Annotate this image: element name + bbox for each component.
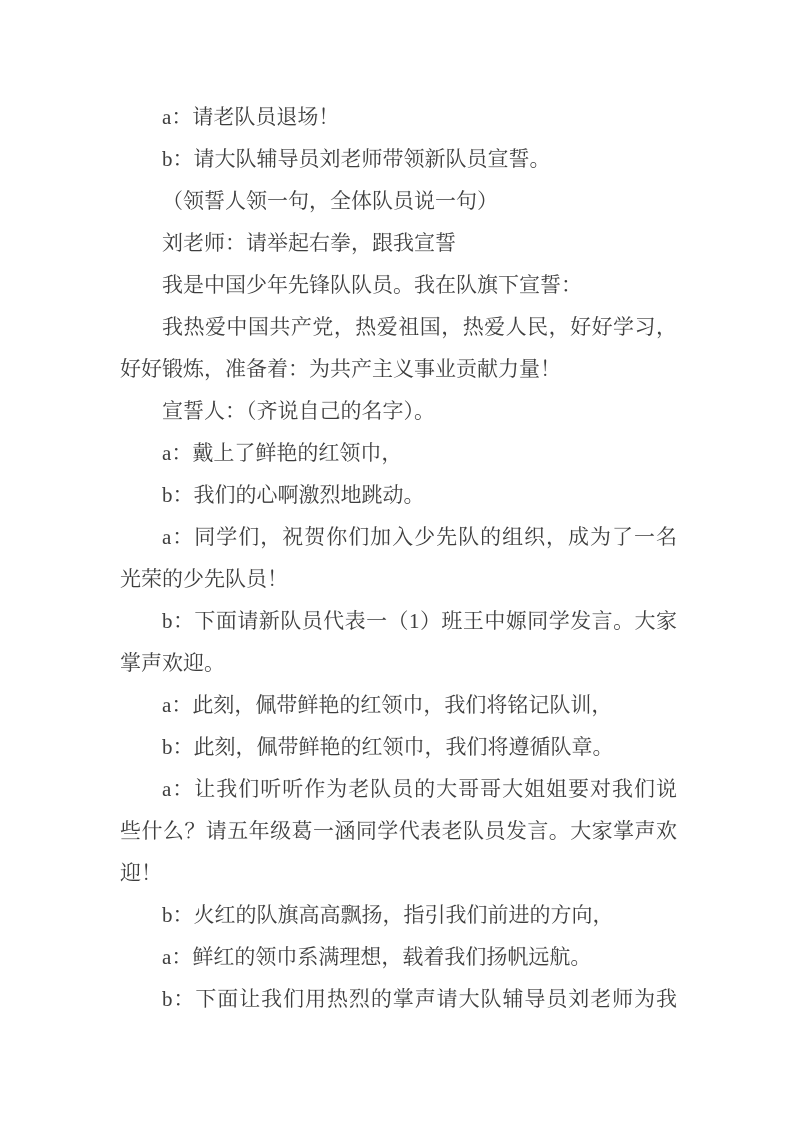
- text-line: a：戴上了鲜艳的红领巾，: [162, 441, 403, 465]
- text-line: b：火红的队旗高高飘扬，指引我们前进的方向，: [162, 903, 614, 927]
- text-line: 些什么？请五年级葛一涵同学代表老队员发言。大家掌声欢: [120, 819, 677, 843]
- text-line: b：我们的心啊激烈地跳动。: [162, 483, 425, 507]
- text-line: a：此刻，佩带鲜艳的红领巾，我们将铭记队训，: [162, 693, 613, 717]
- text-line: a：鲜红的领巾系满理想，载着我们扬帆远航。: [162, 945, 592, 969]
- text-line: 好好锻炼，准备着：为共产主义事业贡献力量！: [120, 357, 561, 381]
- text-line: 迎！: [120, 861, 162, 885]
- text-line: a：让我们听听作为老队员的大哥哥大姐姐要对我们说: [162, 777, 677, 801]
- text-line: 我热爱中国共产党，热爱祖国，热爱人民，好好学习，: [162, 315, 677, 339]
- text-line: 光荣的少先队员！: [120, 567, 288, 591]
- text-line: 我是中国少年先锋队队员。我在队旗下宣誓：: [162, 273, 582, 297]
- text-line: b：此刻，佩带鲜艳的红领巾，我们将遵循队章。: [162, 735, 614, 759]
- text-line: b：请大队辅导员刘老师带领新队员宣誓。: [162, 147, 551, 171]
- text-line: b：下面让我们用热烈的掌声请大队辅导员刘老师为我: [162, 987, 677, 1011]
- text-line: a：同学们，祝贺你们加入少先队的组织，成为了一名: [162, 525, 677, 549]
- text-line: b：下面请新队员代表一（1）班王中嫄同学发言。大家: [162, 609, 677, 633]
- text-line: （领誓人领一句，全体队员说一句）: [162, 189, 498, 213]
- text-line: 宣誓人：（齐说自己的名字）。: [162, 399, 435, 423]
- text-line: a：请老队员退场！: [162, 105, 340, 129]
- text-line: 刘老师：请举起右拳，跟我宣誓: [162, 231, 456, 255]
- text-line: 掌声欢迎。: [120, 651, 225, 675]
